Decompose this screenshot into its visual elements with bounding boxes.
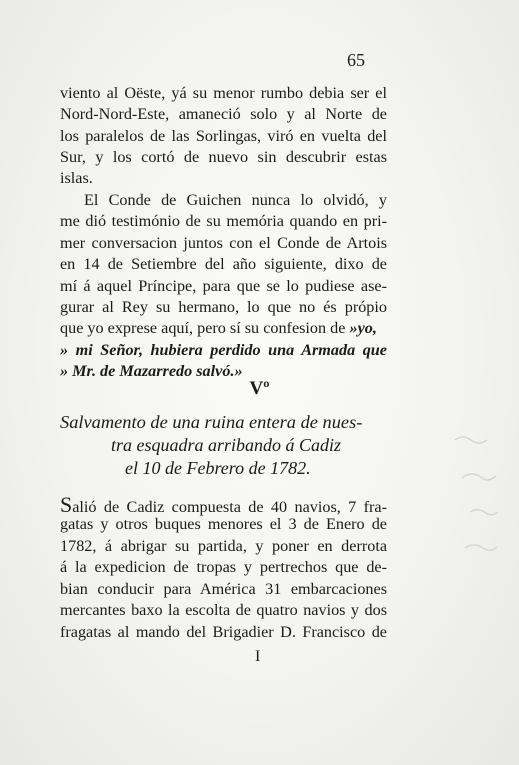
text-line-roman: que yo exprese aquí, pero sí su confesion de (60, 319, 346, 337)
text-line: El Conde de Guichen nunca lo olvidó, y (84, 191, 387, 209)
text-line: islas. (60, 169, 93, 187)
text-line-rest: alió de Cadiz compuesta de 40 navios, 7 fra- (72, 498, 387, 516)
text-line (60, 320, 377, 336)
page-number: 65 (347, 50, 365, 70)
text-line: fragatas al mando del Brigadier D. Francisco de (60, 623, 387, 641)
text-line: Nord-Nord-Este, amaneció solo y al Norte de (60, 105, 387, 123)
text-line: viento al Oëste, yá su menor rumbo debia ser el (60, 84, 387, 102)
section-title-line: Salvamento de una ruina entera de nues- (60, 412, 363, 432)
text-line: 1782, á abrigar su partida, y poner en derrota (60, 537, 387, 555)
text-line: Sur, y los cortó de nuevo sin descubrir estas (60, 148, 387, 166)
text-line: en 14 de Setiembre del año siguiente, dixo de (60, 255, 387, 273)
text-line: gatas y otros buques menores el 3 de Enero de (60, 515, 387, 533)
quote-start: »yo, (349, 319, 377, 337)
drop-capital: S (60, 492, 73, 517)
text-line: mercantes baxo la escolta de quatro navios y dos (60, 601, 387, 619)
text-line: mer conversacion juntos con el Conde de Artois (60, 234, 387, 252)
section-title-line: el 10 de Febrero de 1782. (125, 458, 311, 478)
section-number: Vº (249, 378, 270, 399)
quote-line: » Mr. de Mazarredo salvó.» (60, 362, 243, 380)
text-line: á la expedicion de tropas y pertrechos que de- (60, 558, 387, 576)
quote-line: » mi Señor, hubiera perdido una Armada que (60, 341, 387, 359)
signature-mark: I (255, 648, 261, 665)
text-line: me dió testimónio de su memória quando en pri- (60, 212, 387, 230)
text-line: los paralelos de las Sorlingas, viró en vuelta del (60, 127, 387, 145)
section-title-line: tra esquadra arribando á Cadiz (111, 435, 342, 455)
text-line: bian conducir para América 31 embarcaciones (60, 580, 387, 598)
text-line: gurar al Rey su hermano, lo que no és própio (60, 298, 387, 316)
text-line (60, 494, 387, 516)
text-line: mí á aquel Príncipe, para que se lo pudiese ase- (60, 277, 387, 295)
